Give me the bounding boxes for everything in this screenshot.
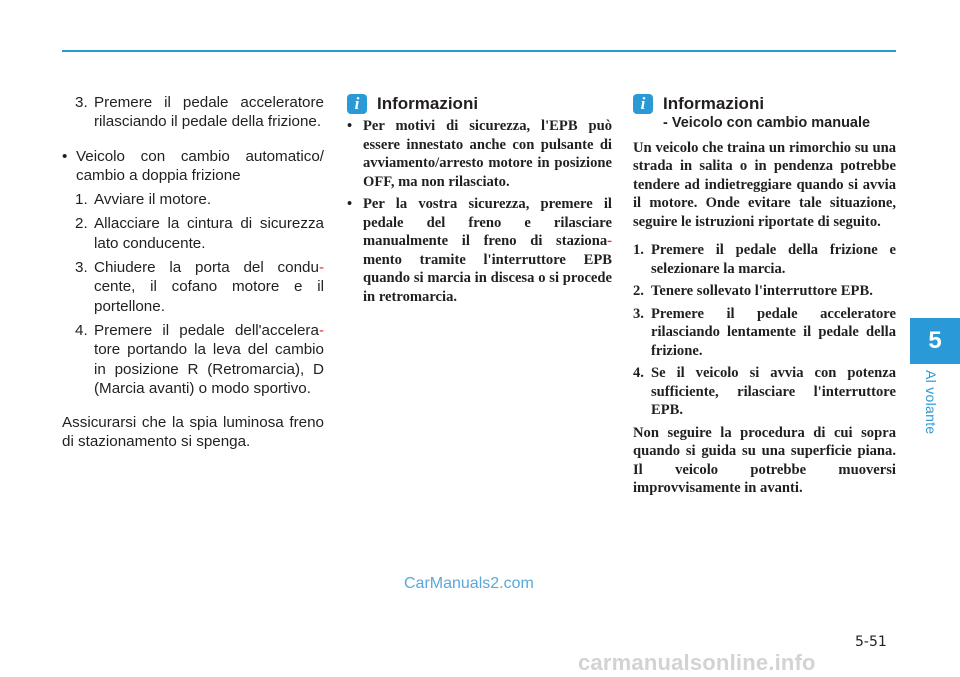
list-item	[347, 117, 612, 191]
step-number: 1.	[75, 191, 88, 209]
step-number: 3.	[75, 259, 88, 277]
step-number: 2.	[633, 283, 644, 299]
step-number: 3.	[633, 305, 644, 322]
text-part: Chiudere la porta del condu	[94, 259, 319, 277]
step-text: Avviare il motore.	[94, 191, 212, 209]
step-number: 4.	[75, 321, 88, 339]
list-item	[75, 258, 324, 316]
bullet-mark: •	[347, 196, 353, 212]
step-number: 1.	[633, 242, 644, 258]
step-number: 3.	[75, 94, 88, 111]
step-text: Premere il pedale acceleratore rilasciando il pedale della frizione.	[94, 94, 324, 131]
text-part: cente, il cofano motore e il portellone.	[94, 278, 324, 315]
text-part: tore portando la leva del cambio in posizione R (Retromarcia), D (Marcia avanti) o modo sportivo.	[94, 341, 324, 397]
step-text	[94, 258, 324, 316]
list-item	[633, 282, 896, 301]
step-number: 2.	[75, 215, 88, 233]
closing-paragraph: Assicurarsi che la spia luminosa freno di stazionamento si spenga.	[62, 414, 324, 451]
info-icon: i	[347, 94, 367, 114]
hyphen-mark: -	[318, 259, 324, 277]
bullet-mark: •	[62, 147, 68, 165]
hyphen-mark: -	[318, 321, 324, 339]
list-item	[347, 195, 612, 306]
footer-watermark: carmanualsonline.info	[578, 650, 816, 675]
info-header	[347, 93, 612, 115]
bullet-text: Per motivi di sicurezza, l'EPB può essere innestato anche con pulsante di avviamento/arresto motore in posizione OFF, ma non rilasciato.	[363, 118, 612, 190]
info-header	[633, 93, 896, 115]
info-title: Informazioni	[377, 93, 479, 113]
header-rule	[62, 50, 896, 52]
step-text: Premere il pedale acceleratore rilasciando lentamente il pedale della frizione.	[651, 305, 896, 359]
list-item	[633, 241, 896, 278]
step-text: Se il veicolo si avvia con potenza sufficiente, rilasciare l'interruttore EPB.	[651, 365, 896, 418]
list-item	[75, 321, 324, 398]
info-subtitle: - Veicolo con cambio manuale	[663, 115, 871, 131]
page-number: 5-51	[855, 634, 887, 650]
list-item	[75, 190, 324, 209]
column-2-info-box	[347, 93, 612, 310]
column-3-info-box	[633, 93, 896, 508]
column-1	[62, 93, 324, 462]
closing-paragraph: Non seguire la procedura di cui sopra quando si guida su una superficie piana. Il veicolo potrebbe muoversi improvvisamente in avanti.	[633, 424, 896, 496]
hyphen-mark: -	[607, 233, 612, 249]
chapter-tab: 5	[910, 318, 960, 364]
bullet-text	[363, 195, 612, 306]
chapter-label-text: Al volante	[923, 370, 939, 435]
bullet-text: Veicolo con cambio automatico/ cambio a doppia frizione	[76, 147, 324, 184]
text-part: Per la vostra sicurezza, premere il pedale del freno e rilasciare manualmente il freno di staziona	[363, 196, 612, 249]
list-item	[62, 147, 324, 186]
text-part: mento tramite l'interruttore EPB quando si marcia in discesa o si procede in retromarcia.	[363, 251, 612, 305]
chapter-label	[912, 370, 950, 450]
step-text: Premere il pedale della frizione e selezionare la marcia.	[651, 242, 896, 277]
list-item	[75, 93, 324, 132]
step-text: Allacciare la cintura di sicurezza lato conducente.	[94, 215, 324, 252]
step-text	[94, 321, 324, 398]
text-part: Premere il pedale dell'accelera	[94, 321, 319, 339]
step-text: Tenere sollevato l'interruttore EPB.	[651, 283, 873, 299]
bullet-mark: •	[347, 118, 353, 134]
watermark: CarManuals2.com	[404, 575, 534, 592]
list-item	[75, 214, 324, 253]
step-number: 4.	[633, 365, 644, 381]
list-item	[633, 305, 896, 361]
list-item	[633, 364, 896, 420]
intro-paragraph: Un veicolo che traina un rimorchio su una strada in salita o in pendenza potrebbe tendere ad indietreggiare quando si avvia il motore. Onde evitare tale situazione, seguire le istruzioni riportate di seguito.	[633, 139, 896, 230]
info-icon: i	[633, 94, 653, 114]
info-title: Informazioni	[663, 93, 765, 113]
